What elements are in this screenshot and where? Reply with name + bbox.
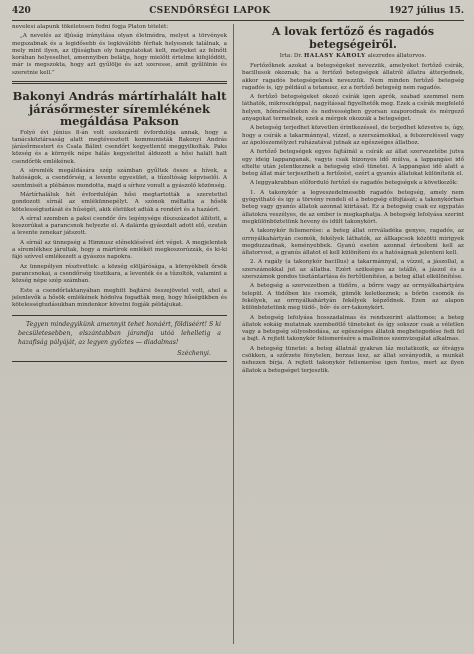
article-byline — [242, 53, 464, 60]
article-paragraph: A fertőző betegségek egyes fajtáinál a csírák az állat szervezetébe jutva egy ideig lappanganak, vagyis csak bizonyos idő múlva, a lappangási idő eltelte után jelentkeznek a betegség első tünetei. A lappangási idő alatt a beteg állat már terjesztheti a fertőzést, ezért a gyanús állatokat különítsük el. — [242, 149, 464, 178]
story-paragraph: A síremlék megáldására szép számban gyűltek össze a hívek, a hatóságok, a csendőrség, a levente egyesület, a tűzoltóság képviselői. A szentmisét a plébános mondotta, majd a sírhoz vonult a gyászoló közönség. — [12, 168, 227, 189]
page-number: 420 — [12, 6, 31, 16]
article-paragraph: A betegség tünetei: a beteg állatnál gyakran láz mutatkozik, az étvágya csökken, a szőrzete fénytelen, borzas lesz, az állat soványodik, a munkát nehezen bírja. A rejtett takonykór felismerése igen fontos, mert az ilyen állatok a betegséget terjesztik. — [242, 345, 464, 374]
article-paragraph: A betegség lefolyása hosszadalmas és rendszerint alattomos; a beteg állatok sokáig mutatnak szembeötlő tüneteket és így sokszor csak a véletlen vagy a betegség súlyosbodása, az egészséges állatok megbetegedése fedi fel a bajt. A rejtett takonykór felismerésére a malleinos szemvizsgálat alkalmas. — [242, 314, 464, 343]
article-paragraph: 1. A takonykór a legveszedelmesebb ragadós betegség, amely nem gyógyítható és igy a törvény rendeli el a betegség elfojtását; a takonykórban beteg vagy gyanús állatok azonnal kiirtását. Ez a betegség csak ez egypatás állatokra veszélyes, de az ember is megkaphatja. A betegség lefolyása szerint megkülönböztetünk heveny és idült takonykórt. — [242, 189, 464, 225]
header-rule — [12, 20, 464, 21]
intro-text — [12, 24, 227, 77]
story-body — [12, 130, 227, 310]
article-paragraph: A fertőző betegségeket okozó csírák igen aprók, szabad szemmel nem láthatók, mikroszkóppal, nagyítással figyelhetők meg. Ezek a csírák megfelelő helyen, hőmérsékleten és nedvességben gyorsan szaporodnak és mérgező anyagokat termelnek, ezek a mérgek okozzák a betegséget. — [242, 94, 464, 123]
story-paragraph: Folyó évi június 8-án volt szekszárdi évfordulója annak, hogy a tanácsköztársaság alatt megtévesztett kommunisták Bakonyi András járásőrmestert és Csala Bálint csendőrt kegyetlenül meggyilkolták. Paks község és a környék népe hálás kegyelettel áldozott a hősi halált halt csendőrök emlékének. — [12, 129, 227, 165]
story-paragraph: A sírral szemben a paksi csendőr őrs legénysége díszszázadot állított, a koszorúkat a parancsnok helyezte el. A dalárda gyászdalt adott elő, ezután a levente zenekar játszott. — [12, 215, 227, 237]
intro-paragraph: „A nevelés az ifjúság irányítása olyan életmódra, melyet a törvények megszabnak és a legidősebb és legkiválóbb férfiak helyesnek találnak, a mely mint ilyen, az ifjúságban oly hangulatokat kelt, melyeket az felnőtt korában helyeselhet, amennyiben belátja, hogy mielőtt értelme kifejlődött, már is megszokta, hogy azt gyűlölje és azt szeresse, amit gyűlölnie és szeretnie kell.” — [12, 33, 227, 76]
byline-rank: alezredes állatorvos. — [367, 53, 427, 59]
story-paragraph: Az ünnepélyen résztvettek: a község elöljárósága, a környékbeli őrsök parancsnokai, a csendőrség tisztikara, a leventék és a tűzoltók, valamint a község népe szép számban. — [12, 263, 227, 285]
section-divider — [12, 81, 227, 84]
story-paragraph: Mártírhaláluk hét évfordulóján hősi megtartották a szeretettel gondozott sírnál az emlékünnepélyt. A szónok méltatta a hősök kötelességtudását és hűségét, akik életüket adták a rendért és a hazáért. — [12, 191, 227, 213]
story-paragraph: A sírnál az ünnepség a Himnusz eléneklésével ért véget. A megjelentek a síremlékhez járultak, hogy a mártírok emlékét megkoszorúzzák, és ki-ki fájó szívvel emlékezett a gyászos napokra. — [12, 239, 227, 261]
article-paragraph: A takonykór felismerése: a beteg állat orrváladéka genyes, ragadós, az orrnyálkahártyán csomók, fekélyek láthatók, az állkapcsok közötti mirigyek megduzzadnak, keményebbek. Gyanú esetén azonnal értesíteni kell az állatorvost, a gyanús állatot el kell különíteni és a hatóságnak jelenteni kell. — [242, 228, 464, 257]
article-paragraph: A betegség a szervezetben a tüdőre, a bőrre vagy az orrnyálkahártyára települ. A tüdőben kis csomók, gümők keletkeznek; a bőrön csomók és fekélyek, az orrnyálkahártyán fekélyek képződnek. Ezen az alapon különböztetünk meg tüdő-, bőr- és orr-takonykórt. — [242, 283, 464, 312]
story-paragraph: Este a csendőrlaktanyában meghitt bajtársi összejövetel volt, ahol a jelenlevők a hősök emlékének hódolva fogadták meg, hogy hűségükben és kötelességtudásukban mindenkor követni fogják példájukat. — [12, 287, 227, 309]
columns — [12, 24, 464, 644]
article-headline: A lovak fertőző és ragadós betegségeiről. — [271, 25, 435, 51]
article-paragraph: Fertőzőknek azokat a betegségeket nevezzük, amelyeket fertőző csírák, bacillusok okoznak; ha a fertőző betegségek állatról állatra átterjednek, akkor ragadós betegségeknek nevezzük. Nem minden fertőző betegség ragadós is, így például a tetanusz, ez a fertőző betegség nem ragadós. — [242, 63, 464, 91]
article-paragraph: A leggyakrabban előforduló fertőző és ragadós betegségek a következők: — [250, 180, 458, 187]
quote-text: Tegyen mindegyikünk amennyit tehet honáért, földiséért! S ki becsületesebben, elszántabban járandja utóá lehelletig a hazafiság pályáját, az legyen győztes — diadalmas! — [18, 321, 221, 347]
story-headline: Bakonyi András mártírhalált halt járásőrmester síremlékének megáldása Pakson — [12, 89, 227, 129]
magazine-title: CSENDŐRSÉGI LAPOK — [149, 6, 271, 16]
byline-prefix: Irta: Dr. — [279, 53, 303, 59]
article-paragraph: 2. A ragály (a takonykór bacillus) a takarmánnyal, a vízzel, a jászollal, a szerszámokkal jut az állatba. Ezért szükséges az istálló, a jászol és a szerszámok gondos tisztántartása és fertőtlenítése, a beteg állat elkülönítése. — [242, 259, 464, 281]
left-column — [12, 24, 234, 644]
quote-signature: Széchenyi. — [177, 350, 211, 358]
article-paragraph: A betegség terjedhet közvetlen érintkezéssel, de terjedhet közvetve is, úgy, hogy a csírák a takarmánnyal, vízzel, a szerszámokkal, a felszereléssel vagy az ápolószemélyzet ruházatával jutnak az egészséges állathoz. — [242, 125, 464, 146]
byline-author: HALASY KÁROLY — [304, 53, 366, 59]
issue-date: 1927 július 15. — [388, 6, 464, 16]
intro-paragraph: nevelési alapunk tökéletesen fedni fogja Platon tételét: — [12, 24, 169, 30]
quote-box — [12, 315, 227, 362]
article-body — [242, 63, 464, 375]
page-header — [12, 6, 464, 18]
right-column — [242, 24, 464, 644]
